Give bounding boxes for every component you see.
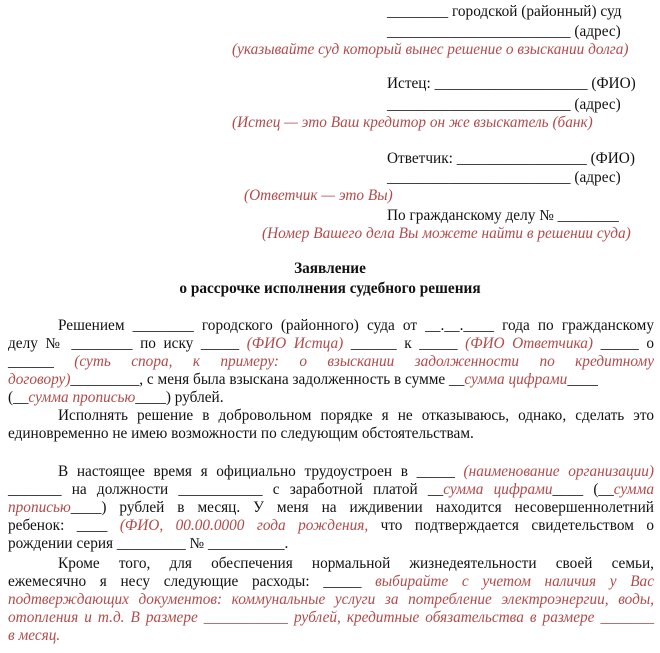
p3-l1a: В настоящее время я официально трудоустроен в _____	[58, 463, 455, 480]
contract-hint: договору)	[8, 371, 71, 388]
p1-l2a: делу № ________ по иску _____	[8, 335, 240, 352]
defendant-hint: (Ответчик — это Вы)	[244, 187, 393, 204]
p1-l2c: ______ к _____	[350, 335, 458, 352]
p4-l1: Кроме того, для обеспечения нормальной жизнедеятельности своей семьи,	[58, 555, 654, 572]
p4-line4	[8, 608, 654, 628]
p1-line5	[8, 388, 224, 408]
p3-l3b: ____) рублей в месяц. У меня на иждивении находится несовершеннолетний	[70, 499, 654, 516]
organization-hint: (наименование организации)	[463, 463, 654, 480]
document-subtitle: о рассрочке исполнения судебного решения	[179, 280, 481, 297]
p1-l1: Решением ________ городского (районного) суда от __.__.____ года по гражданскому	[58, 317, 654, 334]
amount-digits-hint: сумма цифрами	[464, 371, 568, 388]
p4-line1	[58, 554, 654, 574]
case-line: По гражданскому делу № ________	[387, 207, 619, 224]
p1-l5a: (__	[8, 389, 29, 406]
court-line: ________ городской (районный) суд	[387, 3, 622, 20]
amount-words-hint: сумма прописью	[28, 389, 136, 406]
p4-line2	[8, 572, 654, 592]
salary-words-hint-a: сумма	[613, 481, 654, 498]
p1-l4d: ____	[567, 371, 598, 388]
p1-l3a: ______	[8, 353, 54, 370]
child-hint: (ФИО, 00.00.0000 года рождения,	[119, 517, 369, 534]
p1-l5c: ____) рублей.	[135, 389, 224, 406]
plaintiff-name-hint: (ФИО Истца)	[246, 335, 344, 352]
p4-l4: отопления и т.д. В размере ___________ рублей, кредитные обязательства в размере _______	[8, 609, 654, 626]
plaintiff-hint: (Истец — это Ваш кредитор он же взыскатель (банк)	[232, 114, 593, 131]
document-title: Заявление	[294, 260, 366, 277]
court-address: ________________________ (адрес)	[387, 23, 621, 40]
p4-line5: в месяц.	[8, 627, 61, 644]
salary-words-hint-b: прописью	[8, 499, 71, 516]
p1-l2e: _____ о	[600, 335, 655, 352]
plaintiff-address: ________________________ (адрес)	[387, 96, 621, 113]
p1-line4	[8, 370, 598, 390]
p3-line2	[8, 480, 654, 500]
p1-line3	[8, 352, 654, 372]
court-hint: (указывайте суд который вынес решение о взыскании долга)	[232, 41, 629, 58]
p1-line2	[8, 334, 654, 354]
defendant-line: Ответчик: _________________ (ФИО)	[387, 150, 635, 167]
p3-l4a: ребенок: ____	[8, 517, 108, 534]
defendant-address: ________________________ (адрес)	[387, 169, 621, 186]
p3-line1	[58, 462, 654, 482]
p1-l4b: _________, с меня была взыскана задолженность в сумме __	[70, 371, 465, 388]
plaintiff-line: Истец: ____________________ (ФИО)	[387, 75, 636, 92]
p2-l1: Исполнять решение в добровольном порядке я не отказываюсь, однако, сделать это	[58, 407, 654, 424]
dispute-hint: (суть спора, к примеру: о взыскании задолженности по кредитному	[74, 353, 654, 370]
p2-line2: единовременно не имею возможности по следующим обстоятельствам.	[8, 425, 474, 442]
expenses-hint: выбирайте с учетом наличия у Вас	[375, 573, 654, 590]
case-hint: (Номер Вашего дела Вы можете найти в решении суда)	[262, 225, 631, 242]
p3-line3	[8, 498, 654, 518]
p4-l2a: ежемесячно я несу следующие расходы: _____	[8, 573, 362, 590]
p3-line4	[8, 516, 654, 536]
p3-line5: рождении серия _________ № __________.	[8, 535, 289, 552]
p3-l2c: ____ (__	[552, 481, 614, 498]
p3-l4c: что подтверждается свидетельством о	[380, 517, 654, 534]
p2-line1	[58, 406, 654, 426]
p1-line1	[58, 316, 654, 336]
p4-line3	[8, 590, 654, 610]
salary-digits-hint: сумма цифрами	[443, 481, 553, 498]
p4-l3: подтверждающих документов: коммунальные услуги за потребление электроэнергии, воды,	[8, 591, 654, 608]
defendant-name-hint: (ФИО Ответчика)	[465, 335, 593, 352]
p3-l2a: _______ на должности ___________ с заработной платой __	[8, 481, 444, 498]
